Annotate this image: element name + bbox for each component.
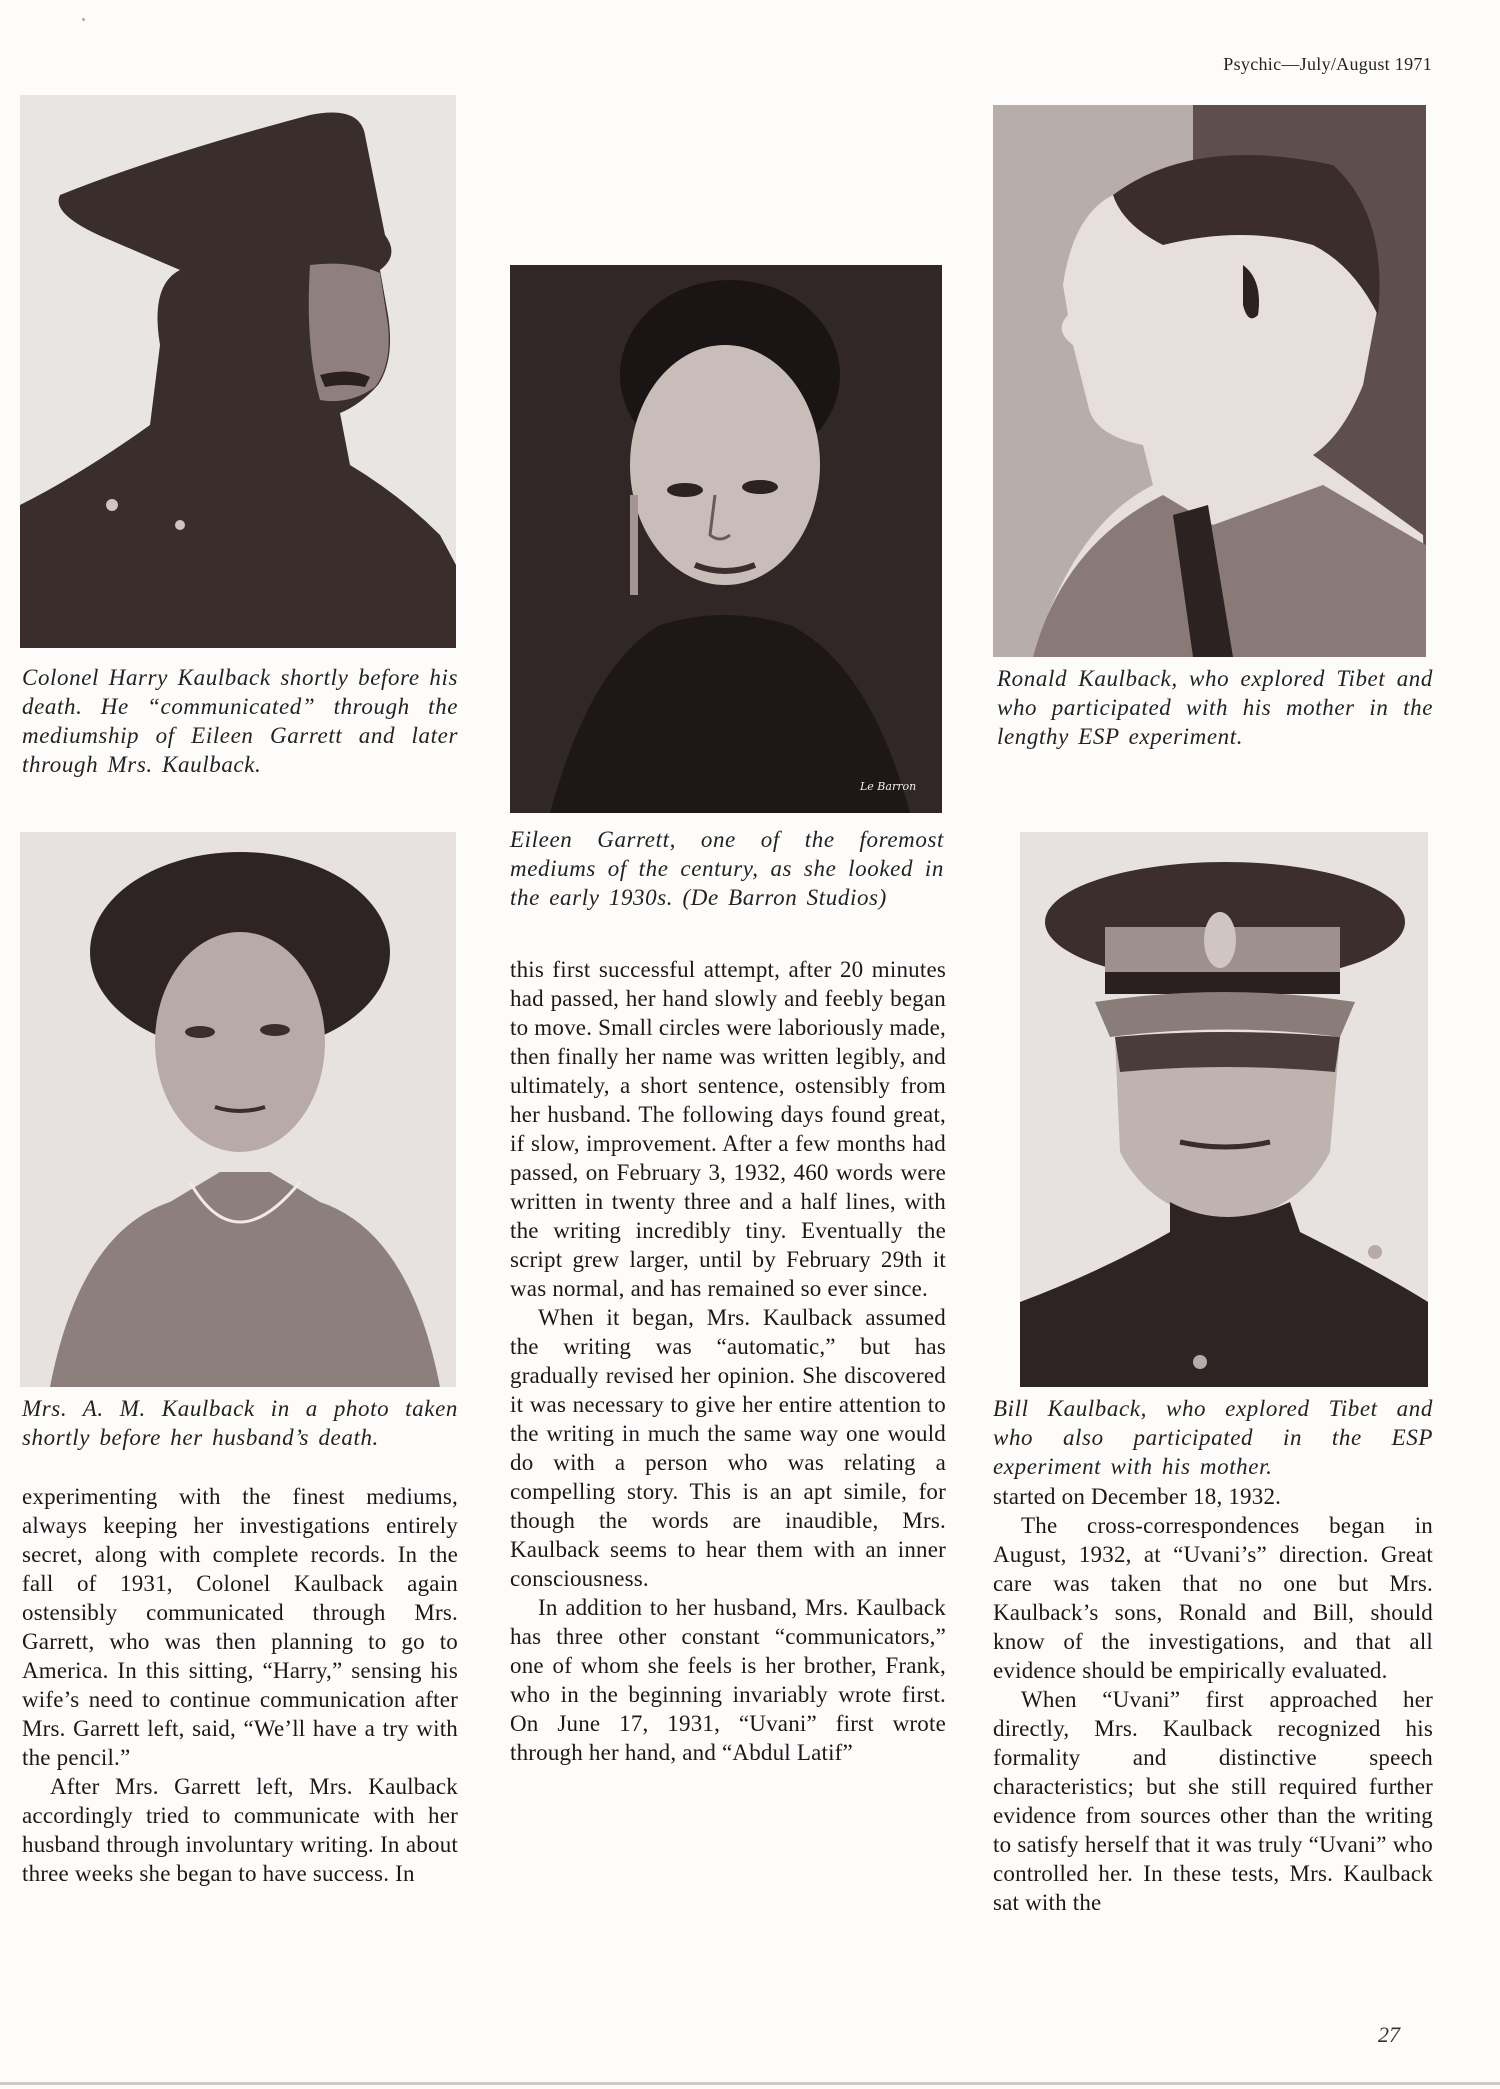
photo-colonel-harry-kaulback bbox=[20, 95, 456, 648]
article-paragraph: experimenting with the finest mediums, always keeping her investigations entirely secret, along with complete records. In the fall of 1931, Colonel Kaulback again ostensibly communicated through Mrs. Garrett, who was then planning to go to America. In this sitting, “Harry,” sensing his wife’s need to continue communication after Mrs. Garrett left, said, “We’ll have a try with the pencil.” bbox=[22, 1484, 458, 1770]
photo-eileen-garrett bbox=[510, 265, 942, 813]
article-column-right bbox=[993, 1482, 1433, 1917]
caption-mrs-am-kaulback: Mrs. A. M. Kaulback in a photo taken shortly before her husband’s death. bbox=[22, 1396, 458, 1450]
article-paragraph: started on December 18, 1932. bbox=[993, 1484, 1282, 1509]
article-paragraph: When it began, Mrs. Kaulback assumed the writing was “automatic,” but has gradually revised her opinion. She discovered it was necessary to give her entire attention to the writing in much the same way one would do with a person who was relating a compelling story. This is an apt simile, for though the words are inaudible, Mrs. Kaulback seems to hear them with an inner consciousness. bbox=[510, 1305, 946, 1591]
caption-ronald-kaulback: Ronald Kaulback, who explored Tibet and who participated with his mother in the lengthy ESP experiment. bbox=[997, 666, 1433, 749]
article-paragraph: In addition to her husband, Mrs. Kaulback has three other constant “communicators,” one of whom she feels is her brother, Frank, who in the beginning invariably wrote first. On June 17, 1931, “Uvani” first wrote through her hand, and “Abdul Latif” bbox=[510, 1595, 946, 1765]
scan-edge-line bbox=[0, 2082, 1500, 2085]
article-paragraph: this first successful attempt, after 20 minutes had passed, her hand slowly and feebly began to move. Small circles were laboriously made, then finally her name was written legibly, and ultimately, a short sentence, ostensibly from her husband. The following days found great, if slow, improvement. After a few months had passed, on February 3, 1932, 460 words were written in twenty three and a half lines, with the writing incredibly tiny. Eventually the script grew larger, until by February 29th it was normal, and has remained so ever since. bbox=[510, 957, 946, 1301]
photo-mrs-am-kaulback bbox=[20, 832, 456, 1387]
page-number: 27 bbox=[1378, 2022, 1400, 2047]
caption-colonel-harry-kaulback: Colonel Harry Kaulback shortly before his death. He “communicated” through the mediumship of Eileen Garrett and later through Mrs. Kaulback. bbox=[22, 665, 458, 777]
article-column-middle bbox=[510, 955, 946, 1767]
article-column-left bbox=[22, 1482, 458, 1888]
photo-ronald-kaulback bbox=[993, 105, 1426, 657]
caption-eileen-garrett: Eileen Garrett, one of the foremost mediums of the century, as she looked in the early 1930s. (De Barron Studios) bbox=[510, 827, 944, 910]
article-paragraph: When “Uvani” first approached her directly, Mrs. Kaulback recognized his formality and distinctive speech characteristics; but she still required further evidence from sources other than the writing to satisfy herself that it was truly “Uvani” who controlled her. In these tests, Mrs. Kaulback sat with the bbox=[993, 1687, 1433, 1915]
article-paragraph: The cross-correspondences began in August, 1932, at “Uvani’s” direction. Great care was taken that no one but Mrs. Kaulback’s sons, Ronald and Bill, should know of the investigations, and that all evidence should be empirically evaluated. bbox=[993, 1513, 1433, 1683]
article-paragraph: After Mrs. Garrett left, Mrs. Kaulback accordingly tried to communicate with her husband through involuntary writing. In about three weeks she began to have success. In bbox=[22, 1774, 458, 1886]
paper-speck bbox=[82, 18, 85, 21]
photo-signature: Le Barron bbox=[860, 780, 917, 793]
caption-bill-kaulback: Bill Kaulback, who explored Tibet and who also participated in the ESP experiment with his mother. bbox=[993, 1396, 1433, 1479]
photo-bill-kaulback bbox=[1020, 832, 1428, 1387]
running-head: Psychic—July/August 1971 bbox=[1223, 54, 1432, 74]
